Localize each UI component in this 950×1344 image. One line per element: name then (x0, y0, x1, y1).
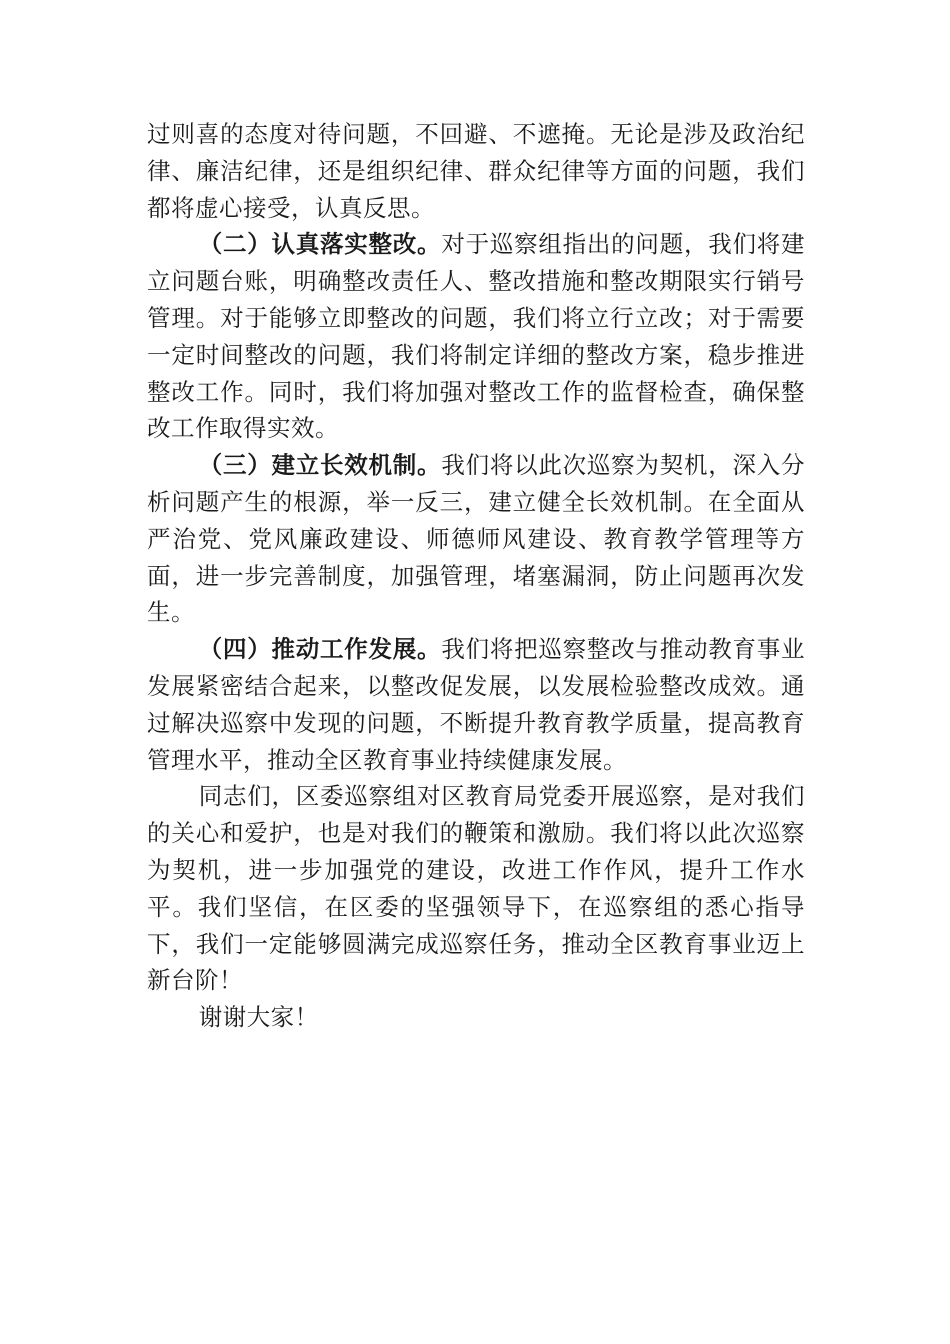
section-heading-four: （四）推动工作发展。 (198, 635, 442, 664)
paragraph-text: 我们将把巡察整改与推动教育事业发展紧密结合起来，以整改促发展，以发展检验整改成效。通过解决巡察中发现的问题，不断提升教育教学质量，提高教育管理水平，推动全区教育事业持续健康发展。 (147, 635, 806, 774)
document-page (147, 116, 805, 1036)
paragraph-development (147, 631, 805, 778)
paragraph-text: 对于巡察组指出的问题，我们将建立问题台账，明确整改责任人、整改措施和整改期限实行销号管理。对于能够立即整改的问题，我们将立行立改；对于需要一定时间整改的问题，我们将制定详细的整改方案，稳步推进整改工作。同时，我们将加强对整改工作的监督检查，确保整改工作取得实效。 (147, 230, 806, 443)
section-heading-three: （三）建立长效机制。 (198, 451, 442, 480)
section-heading-two: （二）认真落实整改。 (198, 230, 442, 259)
paragraph-mechanism (147, 447, 805, 631)
paragraph-rectification (147, 226, 805, 447)
paragraph-text: 我们将以此次巡察为契机，深入分析问题产生的根源，举一反三，建立健全长效机制。在全面从严治党、党风廉政建设、师德师风建设、教育教学管理等方面，进一步完善制度，加强管理，堵塞漏洞，防止问题再次发生。 (147, 451, 806, 627)
paragraph-text: 过则喜的态度对待问题，不回避、不遮掩。无论是涉及政治纪律、廉洁纪律，还是组织纪律、群众纪律等方面的问题，我们都将虚心接受，认真反思。 (147, 120, 805, 222)
paragraph-closing (147, 778, 805, 999)
paragraph-text: 谢谢大家！ (198, 1003, 319, 1032)
paragraph-thanks (147, 999, 805, 1036)
paragraph-continuation (147, 116, 805, 226)
paragraph-text: 同志们，区委巡察组对区教育局党委开展巡察，是对我们的关心和爱护，也是对我们的鞭策和激励。我们将以此次巡察为契机，进一步加强党的建设，改进工作作风，提升工作水平。我们坚信，在区委的坚强领导下，在巡察组的悉心指导下，我们一定能够圆满完成巡察任务，推动全区教育事业迈上新台阶！ (147, 782, 805, 995)
